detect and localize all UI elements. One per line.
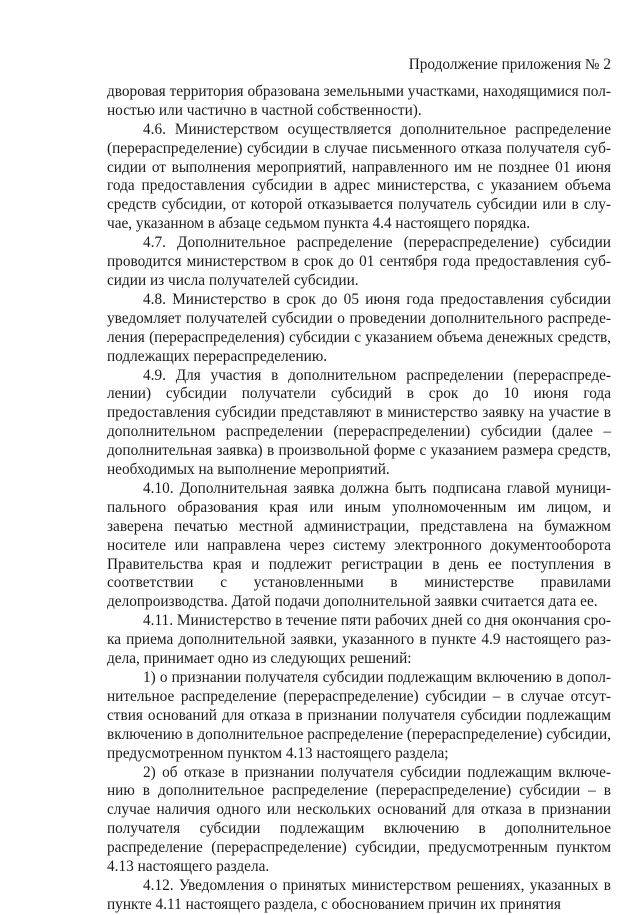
document-page	[107, 56, 611, 915]
page-header: Продолжение приложения № 2	[408, 56, 611, 73]
paragraph: 4.10. Дополнительная заявка должна быть подписана главой муниципального образования края или иным уполномоченным им лицом, и заверена печатью местной администрации, представлена на бумажном носителе или направлена через систему электронного документооборота Правительства края и подлежит регистрации в день ее поступления в соответствии с установленными в министерстве правилами делопроизводства. Датой подачи дополнительной заявки считается дата ее.	[107, 479, 611, 611]
paragraph: 4.7. Дополнительное распределение (перераспределение) субсидии проводится министерством в срок до 01 сентября года предоставления субсидии из числа получателей субсидии.	[107, 234, 611, 289]
list-item: 1) о признании получателя субсидии подлежащим включению в дополнительное распределение (перераспределение) субсидии – в случае отсутствия оснований для отказа в признании получателя субсидии подлежащим включению в дополнительное распределение (перераспределение) субсидии, предусмотренном пунктом 4.13 настоящего раздела;	[107, 669, 611, 762]
list-item: 2) об отказе в признании получателя субсидии подлежащим включению в дополнительное распределение (перераспределение) субсидии – в случае наличия одного или нескольких оснований для отказа в признании получателя субсидии подлежащим включению в дополнительное распределение (перераспределение) субсидии, предусмотренным пунктом 4.13 настоящего раздела.	[107, 763, 611, 876]
paragraph: 4.9. Для участия в дополнительном распределении (перераспределении) субсидии получатели субсидий в срок до 10 июня года предоставления субсидии представляют в министерство заявку на участие в дополнительном распределении (перераспределении) субсидии (далее – дополнительная заявка) в произвольной форме с указанием размера средств, необходимых на выполнение мероприятий.	[107, 366, 611, 479]
paragraph: 4.12. Уведомления о принятых министерством решениях, указанных в пункте 4.11 настоящего раздела, с обоснованием причин их принятия	[107, 876, 611, 913]
paragraph: дворовая территория образована земельными участками, находящимися полностью или частично в частной собственности).	[107, 82, 611, 119]
paragraph: 4.6. Министерством осуществляется дополнительное распределение (перераспределение) субсидии в случае письменного отказа получателя субсидии от выполнения мероприятий, направленного им не позднее 01 июня года предоставления субсидии в адрес министерства, с указанием объема средств субсидии, от которой отказывается получатель субсидии или в случае, указанном в абзаце седьмом пункта 4.4 настоящего порядка.	[107, 120, 611, 233]
paragraph: 4.11. Министерство в течение пяти рабочих дней со дня окончания срока приема дополнительной заявки, указанного в пункте 4.9 настоящего раздела, принимает одно из следующих решений:	[107, 612, 611, 668]
paragraph: 4.8. Министерство в срок до 05 июня года предоставления субсидии уведомляет получателей субсидии о проведении дополнительного распределения (перераспределения) субсидии с указанием объема денежных средств, подлежащих перераспределению.	[107, 290, 611, 365]
